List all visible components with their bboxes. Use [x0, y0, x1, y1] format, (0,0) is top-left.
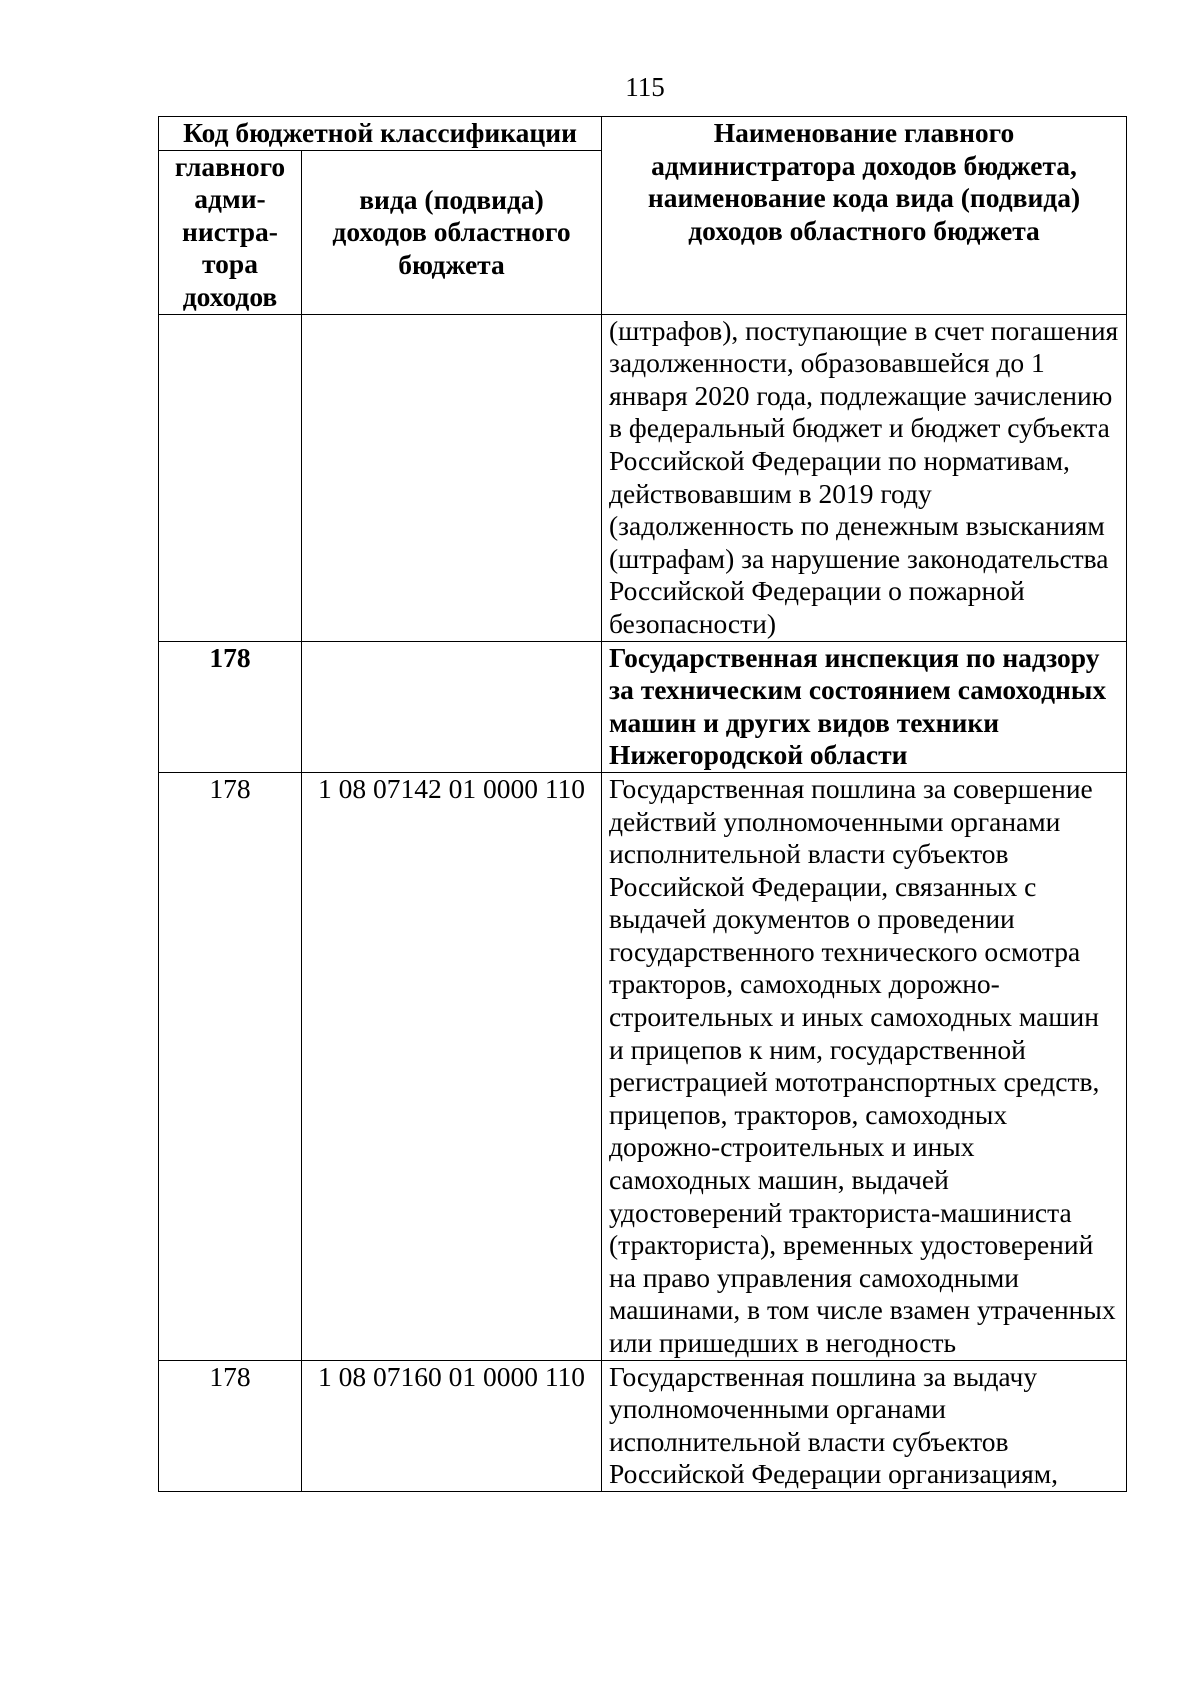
revenue-code-cell: 1 08 07142 01 0000 110	[302, 772, 602, 1360]
admin-code-cell: 178	[159, 772, 302, 1360]
header-admin-column: главного адми-нистра-тора доходов	[159, 150, 302, 314]
admin-code-cell	[159, 314, 302, 641]
page-number: 115	[625, 72, 665, 102]
table-row	[159, 772, 1127, 1360]
header-name-column	[602, 117, 1127, 315]
header-name-text: Наименование главного администратора доходов бюджета, наименование кода вида (подвида) доходов областного бюджета	[647, 117, 1081, 246]
table-header-row-1	[159, 117, 1127, 151]
table-row	[159, 641, 1127, 772]
admin-code-cell: 178	[159, 1360, 302, 1491]
revenue-code-cell	[302, 641, 602, 772]
revenue-code-cell: 1 08 07160 01 0000 110	[302, 1360, 602, 1491]
revenue-code-cell	[302, 314, 602, 641]
admin-code-cell: 178	[159, 641, 302, 772]
header-code-column: вида (подвида) доходов областного бюджета	[302, 150, 602, 314]
header-group-budget-code: Код бюджетной классификации	[159, 117, 602, 151]
budget-classification-table	[158, 116, 1127, 1492]
table-row	[159, 314, 1127, 641]
revenue-name-cell: Государственная пошлина за совершение действий уполномоченными органами исполнительной власти субъектов Российской Федерации, связанных с выдачей документов о проведении государственного технического осмотра тракторов, самоходных дорожно-строительных и иных самоходных машин и прицепов к ним, государственной регистрацией мототранспортных средств, прицепов, тракторов, самоходных дорожно-строительных и иных самоходных машин, выдачей удостоверений тракториста-машиниста (тракториста), временных удостоверений на право управления самоходными машинами, в том числе взамен утраченных или пришедших в негодность	[602, 772, 1127, 1360]
revenue-name-cell: (штрафов), поступающие в счет погашения задолженности, образовавшейся до 1 января 2020 года, подлежащие зачислению в федеральный бюджет и бюджет субъекта Российской Федерации по нормативам, действовавшим в 2019 году (задолженность по денежным взысканиям (штрафам) за нарушение законодательства Российской Федерации о пожарной безопасности)	[602, 314, 1127, 641]
revenue-name-cell: Государственная пошлина за выдачу уполномоченными органами исполнительной власти субъектов Российской Федерации организациям,	[602, 1360, 1127, 1491]
administrator-name-cell: Государственная инспекция по надзору за техническим состоянием самоходных машин и других видов техники Нижегородской области	[602, 641, 1127, 772]
table-row	[159, 1360, 1127, 1491]
